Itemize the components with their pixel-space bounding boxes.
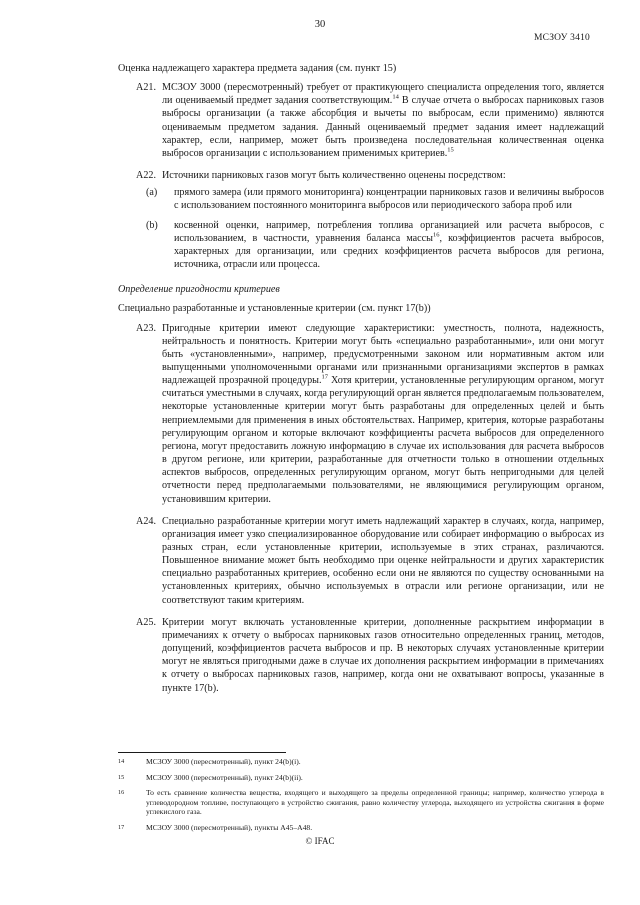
footnote-text: То есть сравнение количества вещества, входящего и выходящего за пределы определенной границы; например, количество углерода в углеводородном топливе, поступающего в устройство сжигания, равно количеству углерода, выходящего из устройства сжигания в форме углекислого газа. bbox=[146, 788, 604, 817]
paragraph-text bbox=[162, 81, 604, 160]
paragraph-a21 bbox=[118, 81, 604, 160]
footnote bbox=[118, 823, 604, 833]
subsection-heading: Специально разработанные и установленные критерии (см. пункт 17(b)) bbox=[118, 303, 431, 315]
footnotes bbox=[118, 757, 604, 839]
footnote-number: 14 bbox=[118, 758, 125, 765]
footnote-divider bbox=[118, 752, 286, 753]
paragraph-a25 bbox=[118, 616, 604, 695]
footnote-ref[interactable]: 15 bbox=[447, 146, 454, 154]
paragraph-number: A21. bbox=[136, 82, 156, 94]
text-run: Пригодные критерии имеют следующие характеристики: уместность, полнота, надежность, нейтральность и понятность. Критерии могут быть «специально разработанными», или они могут быть «установленными», например, предусмотренными законом или нормативным актом или выпущенными уполномоченными органами или признанными организациями экспертов в рамках надлежащей прозрачной процедуры. bbox=[162, 322, 604, 387]
section-heading: Оценка надлежащего характера предмета задания (см. пункт 15) bbox=[118, 63, 397, 74]
paragraph-a23 bbox=[118, 322, 604, 506]
footnote bbox=[118, 788, 604, 817]
standard-label: МСЗОУ 3410 bbox=[534, 33, 590, 43]
footnote-number: 17 bbox=[118, 823, 125, 831]
footnote-text: МСЗОУ 3000 (пересмотренный), пункты А45–А48. bbox=[146, 822, 313, 832]
paragraph-text bbox=[162, 322, 604, 506]
footnote-ref[interactable]: 14 bbox=[392, 93, 399, 101]
paragraph-text: Критерии могут включать установленные критерии, дополненные раскрытием информации в примечаниях к отчету о выбросах парниковых газов относительно определенных границ, методов, допущений, коэффициентов расчета выбросов и пр. В некоторых случаях установленные критерии могут не являться пригодными даже в случае их дополнения раскрытием информации в примечаниях к отчету о выбросах парниковых газов, например, когда они не охватывают вопросы, указанные в пункте 17(b). bbox=[162, 616, 604, 694]
footnote bbox=[118, 757, 604, 767]
paragraph-text: Источники парниковых газов могут быть количественно оценены посредством: bbox=[162, 170, 506, 182]
list-label: (a) bbox=[146, 187, 158, 199]
subsection-heading-italic: Определение пригодности критериев bbox=[118, 284, 280, 296]
footnote-number: 15 bbox=[118, 773, 125, 781]
paragraph-number: A22. bbox=[136, 170, 156, 182]
copyright-footer: © IFAC bbox=[305, 836, 335, 846]
paragraph-number: A25. bbox=[136, 616, 156, 628]
page-number: 30 bbox=[314, 19, 326, 30]
paragraph-number: A23. bbox=[136, 322, 156, 334]
footnote-ref[interactable]: 17 bbox=[321, 373, 328, 381]
text-run: косвенной оценки, например, потребления топлива организацией или расчета выбросов, с использованием, в частности, уравнения баланса массы bbox=[174, 219, 604, 244]
paragraph-number: A24. bbox=[136, 515, 156, 527]
text-run: , коэффициентов расчета выбросов, характерных для организации, или средних коэффициентов расчета выбросов для региона, источника, отрасли или процесса. bbox=[174, 232, 604, 271]
footnote-text: МСЗОУ 3000 (пересмотренный), пункт 24(b)(i). bbox=[146, 757, 301, 766]
list-label: (b) bbox=[146, 219, 158, 231]
footnote-text: МСЗОУ 3000 (пересмотренный), пункт 24(b)(ii). bbox=[146, 772, 303, 782]
paragraph-text: Специально разработанные критерии могут иметь надлежащий характер в случаях, когда, например, организация имеет узко специализированное оборудование или собирает информацию о выбросах из разных стран, если установленные критерии, используемые в этих странах, различаются. Повышенное внимание может быть необходимо при оценке нейтральности и других характеристик специально разработанных критериев, особенно если они не являются по существу основанными на установленных критериях, обычно используемых в отрасли или регионе организации, или не соответствуют таким критериям. bbox=[162, 515, 604, 606]
main-content bbox=[118, 62, 604, 704]
list-text bbox=[174, 219, 604, 272]
text-run: Хотя критерии, установленные регулирующим органом, могут считаться уместными в случаях, когда регулирующий орган является предполагаемым пользователем, некоторые установленные критерии могут быть разработаны для определенных целей и быть неприемлемыми для применения в иных обстоятельствах. Например, критерия, которые разработаны регулирующим органом и которые включают коэффициенты расчета выбросов для определенного региона, могут предоставить ложную информацию в случае их использования для расчета выбросов в другом регионе, или критерии, разработанные для отчетности только в отношении отдельных аспектов выбросов, определенных регулирующим органом, могут быть непригодными для целей отчетности перед предполагаемыми пользователями, не являющимися регулирующим органом, установившим критерии. bbox=[162, 375, 604, 505]
list-item-a bbox=[146, 186, 604, 212]
footnote-number: 16 bbox=[118, 789, 125, 797]
footnote bbox=[118, 773, 604, 783]
list-item-b bbox=[146, 219, 604, 272]
list-text: прямого замера (или прямого мониторинга) концентрации парниковых газов и величины выбросов с использованием постоянного мониторинга выбросов или периодического забора проб или bbox=[174, 187, 604, 212]
paragraph-a24 bbox=[118, 515, 604, 607]
text-run: В случае отчета о выбросах парниковых газов выбросы организации (а также абсорбция и вычеты по выбросам, если применимо) являются оцениваемым предметом задания. Данный оцениваемый предмет задания имеет надлежащий характер, если, например, может быть произведена последовательная количественная оценка выбросов организации с использованием применимых критериев. bbox=[162, 95, 604, 159]
text-run: МСЗОУ 3000 (пересмотренный) требует от практикующего специалиста определения того, является ли оцениваемый предмет задания соответствующим. bbox=[162, 82, 604, 107]
paragraph-a22 bbox=[118, 169, 604, 182]
footnote-ref[interactable]: 16 bbox=[432, 231, 440, 239]
